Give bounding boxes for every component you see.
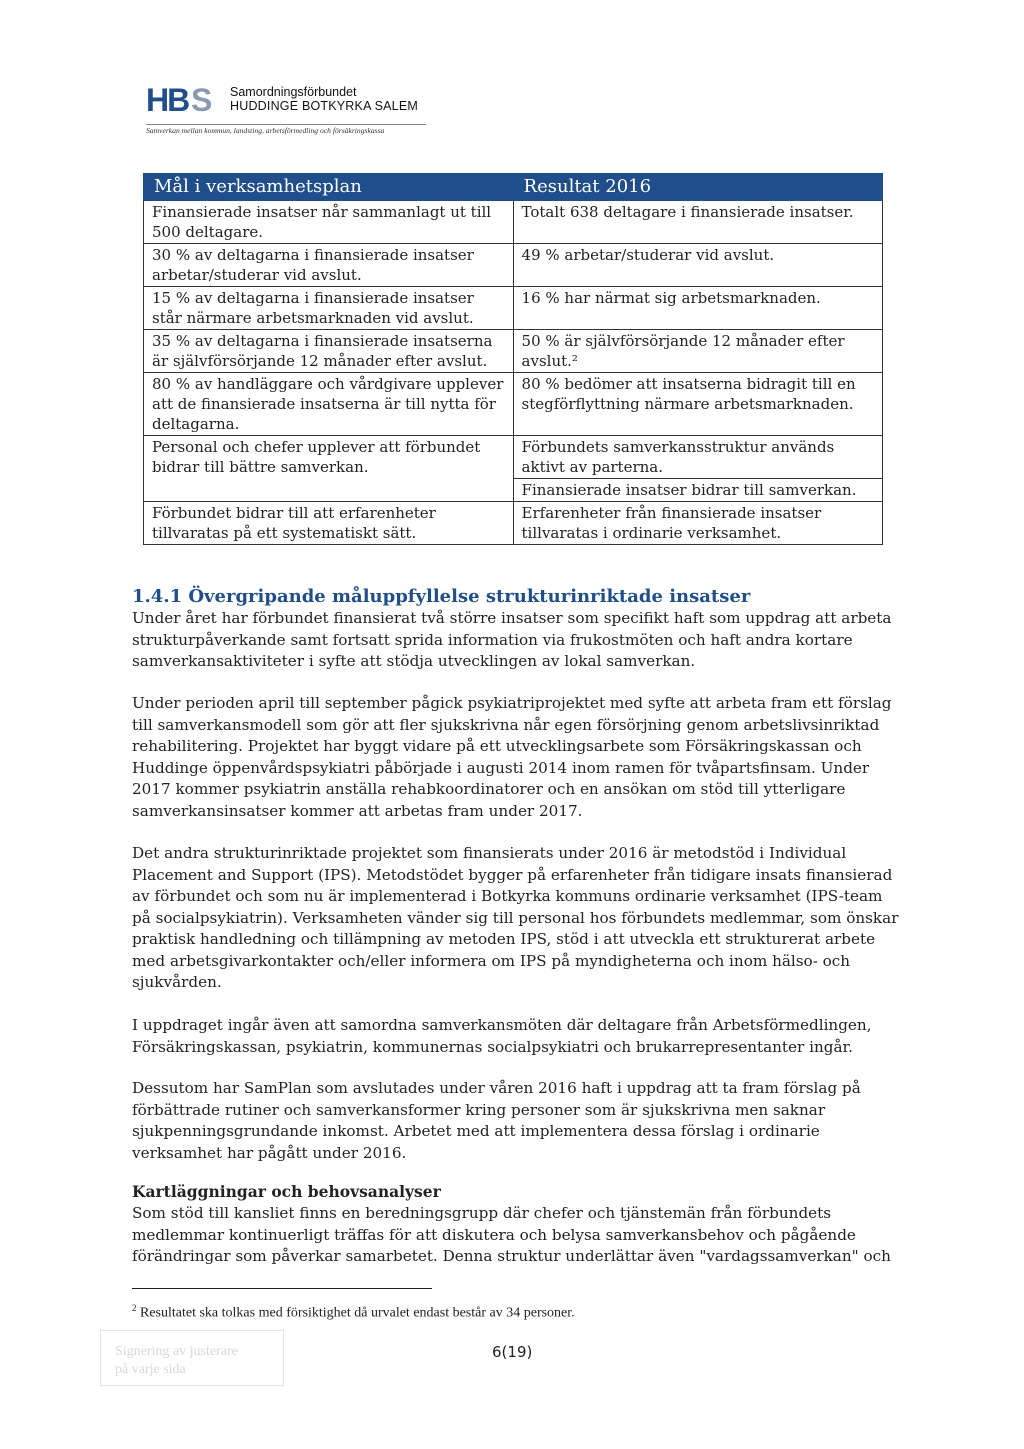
footnote-text: Resultatet ska tolkas med försiktighet då urvalet endast består av 34 personer. bbox=[140, 1305, 575, 1321]
result-cell: Erfarenheter från finansierade insatser tillvaratas i ordinarie verksamhet. bbox=[513, 502, 882, 545]
table-row bbox=[144, 287, 883, 330]
table-row bbox=[144, 373, 883, 436]
paragraph bbox=[132, 1203, 902, 1268]
column-header-results: Resultat 2016 bbox=[513, 174, 882, 201]
paragraph bbox=[132, 608, 902, 673]
paragraph bbox=[132, 1015, 902, 1058]
org-municipalities: HUDDINGE BOTKYRKA SALEM bbox=[230, 99, 418, 113]
result-cell: 50 % är självförsörjande 12 månader efter avslut.² bbox=[513, 330, 882, 373]
goal-cell: 80 % av handläggare och vårdgivare upplever att de finansierade insatserna är till nytta för deltagarna. bbox=[144, 373, 514, 436]
goal-cell: Finansierade insatser når sammanlagt ut till 500 deltagare. bbox=[144, 201, 514, 244]
stamp-line: på varje sida bbox=[115, 1362, 186, 1377]
table-row bbox=[144, 201, 883, 244]
table-row bbox=[144, 244, 883, 287]
paragraph-text: Under perioden april till september pågick psykiatriprojektet med syfte att arbeta fram ett förslag till samverkansmodell som gör att fler sjukskrivna når egen försörjning genom arbetslivsinriktad rehabilitering. Projektet har byggt vidare på ett utvecklingsarbete som Försäkringskassan och Huddinge öppenvårdspsykiatri påbörjade i augusti 2014 inom ramen för tvåpartsfinsam. Under 2017 kommer psykiatrin anställa rehabkoordinatorer och en ansökan om stöd till ytterligare samverkansinsatser kommer att arbetas fram under 2017. bbox=[132, 694, 892, 820]
result-cell: 80 % bedömer att insatserna bidragit till en stegförflyttning närmare arbetsmarknaden. bbox=[513, 373, 882, 436]
svg-text:S: S bbox=[191, 84, 213, 114]
paragraph bbox=[132, 843, 902, 994]
footnote-mark: 2 bbox=[132, 1303, 137, 1313]
table-row bbox=[144, 502, 883, 545]
section-heading: 1.4.1 Övergripande måluppfyllelse strukturinriktade insatser bbox=[132, 586, 751, 607]
result-cell: Finansierade insatser bidrar till samverkan. bbox=[513, 479, 882, 502]
column-header-goals: Mål i verksamhetsplan bbox=[144, 174, 514, 201]
table-header-row bbox=[144, 174, 883, 201]
paragraph-text: Dessutom har SamPlan som avslutades under våren 2016 haft i uppdrag att ta fram förslag på förbättrade rutiner och samverkansformer kring personer som är sjukskrivna men saknar sjukpenningsgrundande inkomst. Arbetet med att implementera dessa förslag i ordinarie verksamhet har pågått under 2016. bbox=[132, 1079, 861, 1162]
goal-cell: 15 % av deltagarna i finansierade insatser står närmare arbetsmarknaden vid avslut. bbox=[144, 287, 514, 330]
goal-cell: 30 % av deltagarna i finansierade insatser arbetar/studerar vid avslut. bbox=[144, 244, 514, 287]
paragraph bbox=[132, 1078, 902, 1164]
table-row bbox=[144, 330, 883, 373]
result-cell: Förbundets samverkansstruktur används aktivt av parterna. bbox=[513, 436, 882, 479]
paragraph bbox=[132, 693, 902, 822]
subsection-heading: Kartläggningar och behovsanalyser bbox=[132, 1182, 441, 1201]
goal-cell: Personal och chefer upplever att förbundet bidrar till bättre samverkan. bbox=[144, 436, 514, 502]
hbs-logo-mark bbox=[146, 84, 228, 114]
footnote bbox=[132, 1303, 575, 1322]
paragraph-text: Som stöd till kansliet finns en beredningsgrupp där chefer och tjänstemän från förbundets medlemmar kontinuerligt träffas för att diskutera och belysa samverkansbehov och pågående förändringar som påverkar samarbetet. Denna struktur underlättar även "vardagssamverkan" och bbox=[132, 1204, 891, 1265]
result-cell: 49 % arbetar/studerar vid avslut. bbox=[513, 244, 882, 287]
footnote-divider bbox=[132, 1288, 432, 1289]
org-tagline: Samverkan mellan kommun, landsting, arbetsförmedling och försäkringskassa bbox=[146, 126, 385, 135]
goal-cell: Förbundet bidrar till att erfarenheter tillvaratas på ett systematiskt sätt. bbox=[144, 502, 514, 545]
result-cell: Totalt 638 deltagare i finansierade insatser. bbox=[513, 201, 882, 244]
stamp-line: Signering av justerare bbox=[115, 1344, 238, 1359]
paragraph-text: Det andra strukturinriktade projektet som finansierats under 2016 är metodstöd i Individual Placement and Support (IPS). Metodstödet bygger på erfarenheter från tidigare insats finansierad av förbundet och som nu är implementerad i Botkyrka kommuns ordinarie verksamhet (IPS-team på socialpsykiatrin). Verksamheten vänder sig till personal hos förbundets medlemmar, som önskar praktisk handledning och tillämpning av metoden IPS, stöd i att utveckla ett strukturerat arbete med arbetsgivarkontakter och/eller informera om IPS på myndigheterna och inom hälso- och sjukvården. bbox=[132, 844, 899, 991]
svg-text:HB: HB bbox=[146, 84, 189, 114]
page-number: 6(19) bbox=[492, 1343, 533, 1361]
org-name: Samordningsförbundet bbox=[230, 85, 357, 99]
goals-results-table bbox=[143, 173, 883, 545]
signature-stamp bbox=[100, 1330, 284, 1386]
paragraph-text: Under året har förbundet finansierat två större insatser som specifikt haft som uppdrag att arbeta strukturpåverkande samt fortsatt sprida information via frukostmöten och haft andra kortare samverkansaktiviteter i syfte att stödja utvecklingen av lokal samverkan. bbox=[132, 609, 892, 670]
table-row bbox=[144, 436, 883, 479]
goal-cell: 35 % av deltagarna i finansierade insatserna är självförsörjande 12 månader efter avslut. bbox=[144, 330, 514, 373]
organization-logo bbox=[146, 80, 436, 140]
header-divider bbox=[146, 124, 426, 125]
result-cell: 16 % har närmat sig arbetsmarknaden. bbox=[513, 287, 882, 330]
paragraph-text: I uppdraget ingår även att samordna samverkansmöten där deltagare från Arbetsförmedlingen, Försäkringskassan, psykiatrin, kommunernas socialpsykiatri och brukarrepresentanter ingår. bbox=[132, 1016, 872, 1056]
